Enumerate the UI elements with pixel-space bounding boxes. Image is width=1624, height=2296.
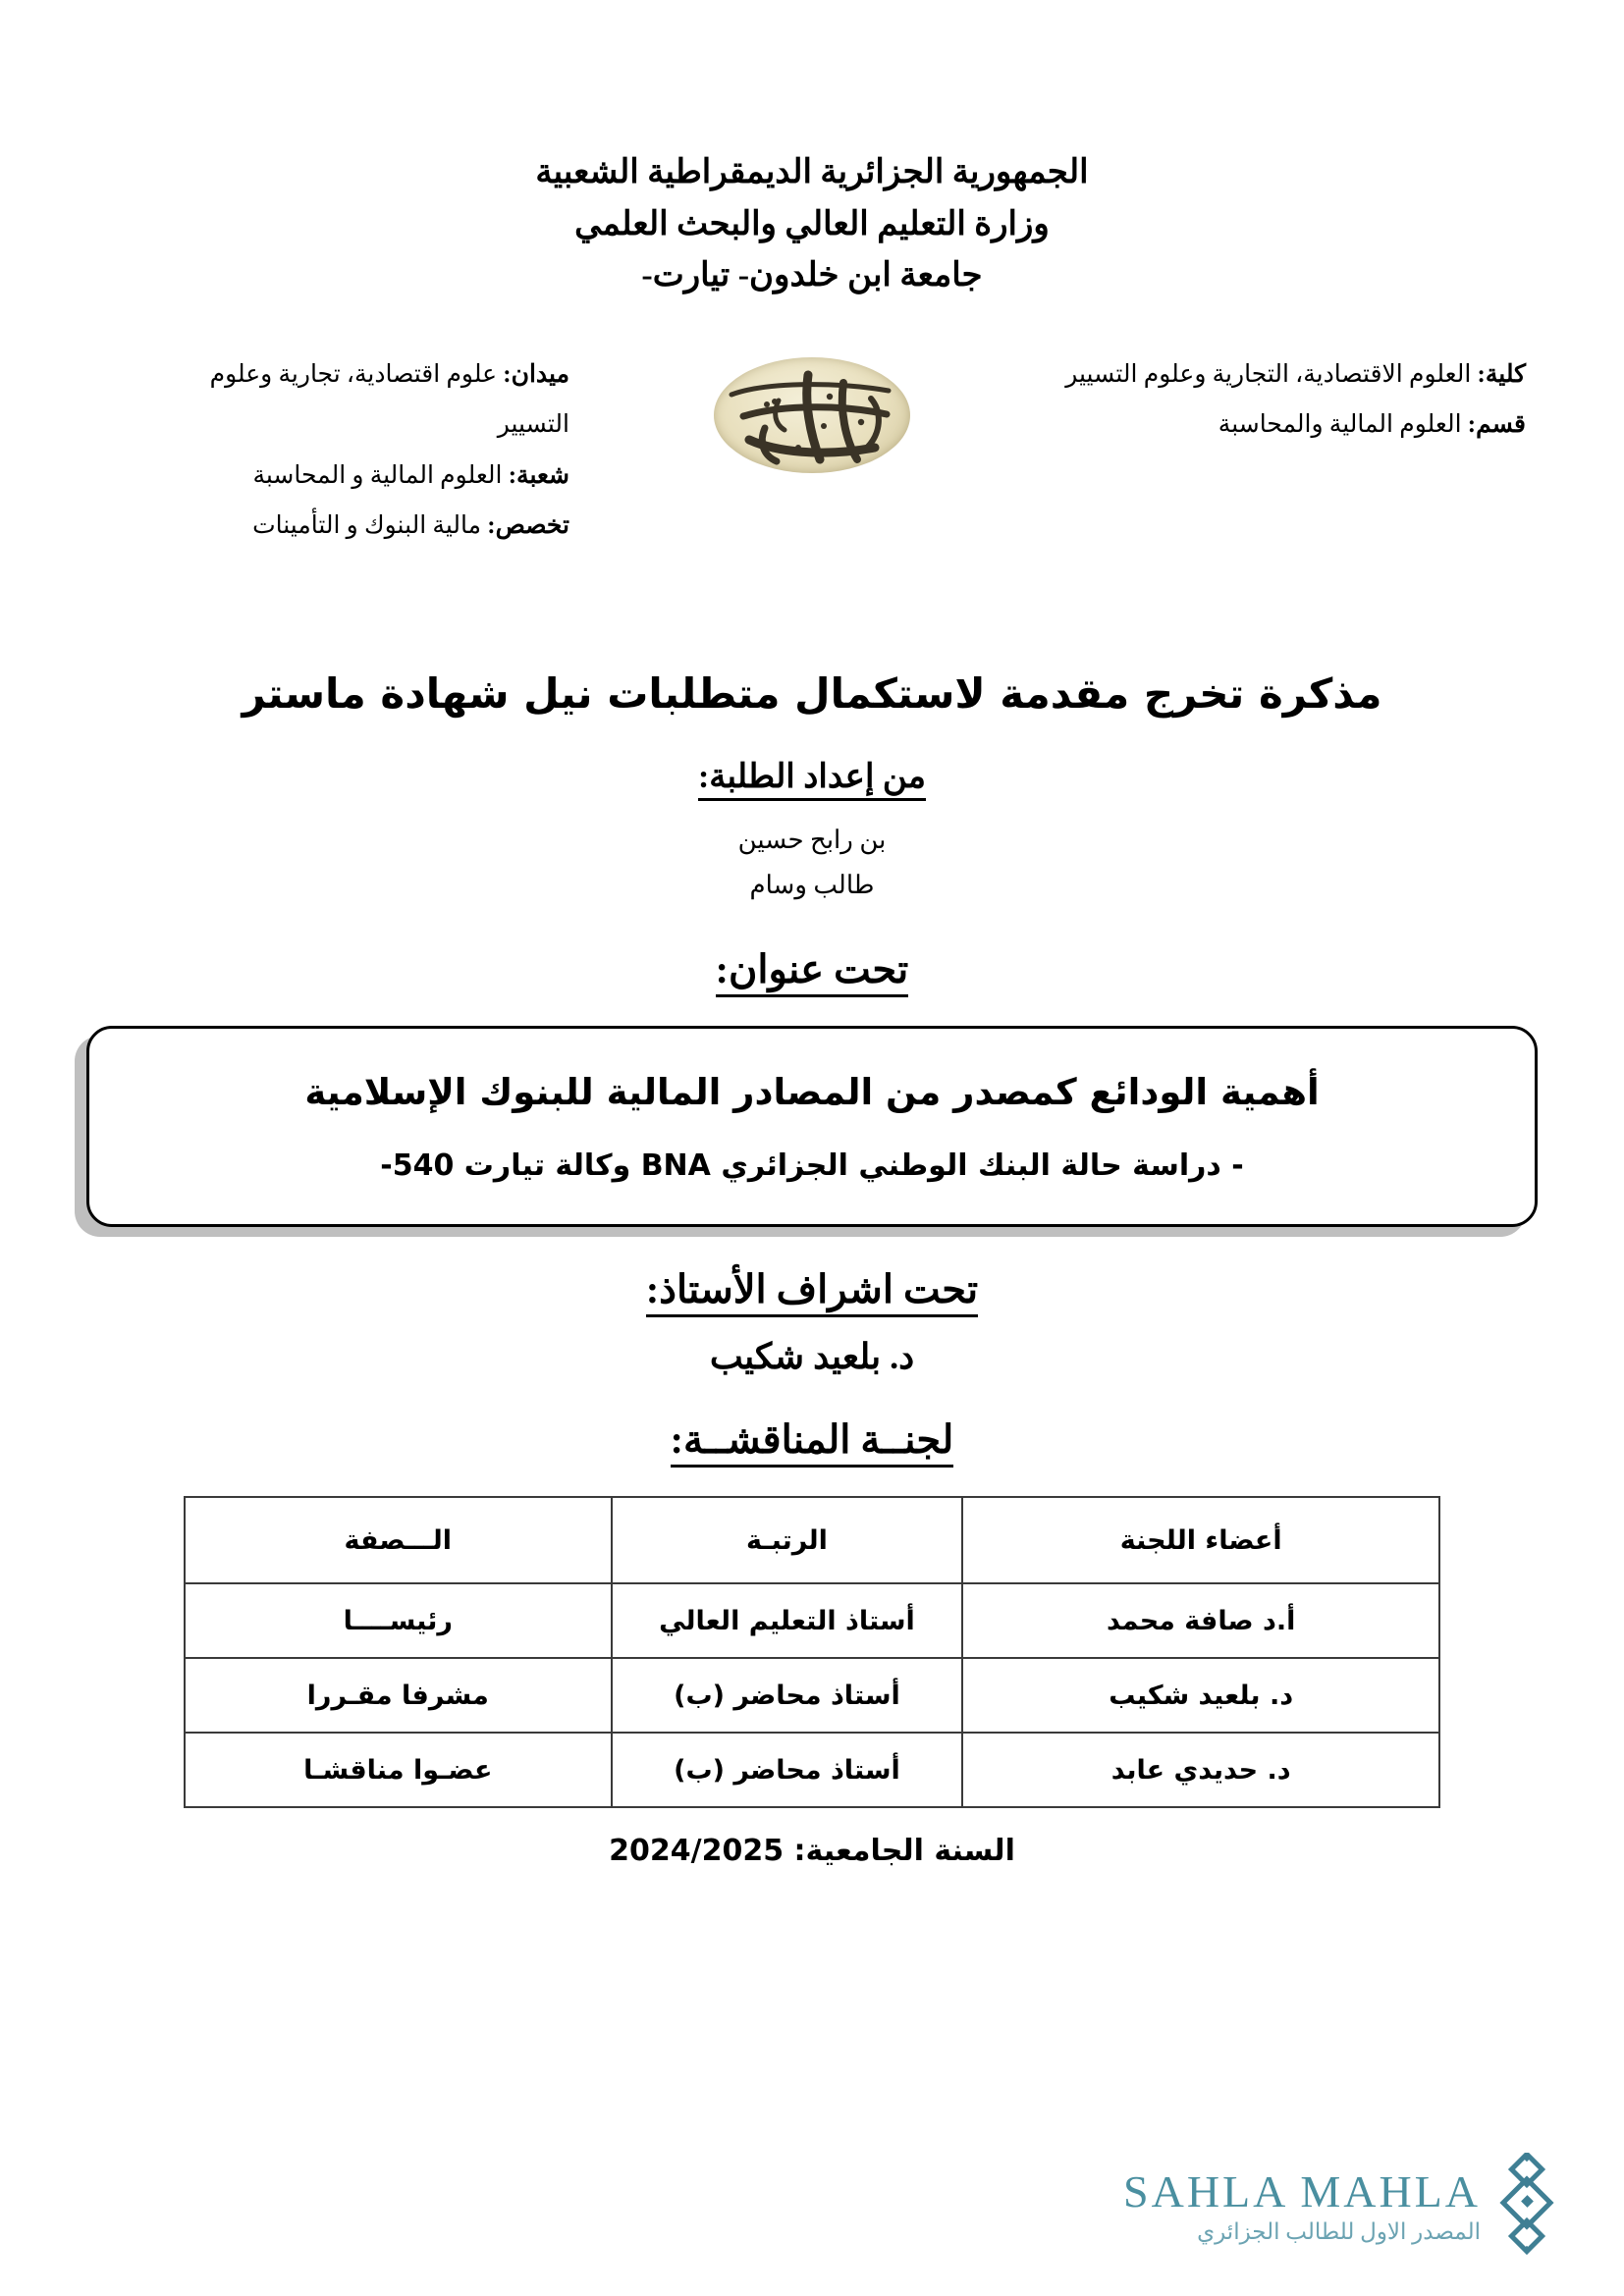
header-line-university: جامعة ابن خلدون- تيارت- (641, 257, 983, 294)
committee-heading-text: لجنــة المناقشــة: (671, 1417, 954, 1468)
column-header-member: أعضاء اللجنة (962, 1497, 1439, 1583)
faculty-value: العلوم الاقتصادية، التجارية وعلوم التسيير (1065, 361, 1478, 389)
branch-label: شعبة: (508, 461, 569, 489)
seal-ellipse (714, 357, 910, 473)
cell-rank: أستاذ محاضر (ب) (612, 1658, 963, 1733)
faculty-label: كلية: (1477, 361, 1526, 389)
committee-table (184, 1496, 1440, 1808)
supervisor-heading-text: تحت اشراف الأستاذ: (646, 1267, 978, 1317)
students-names (0, 818, 1624, 907)
seal-calligraphy-icon (714, 357, 910, 473)
branch-row (147, 451, 569, 501)
department-label: قسم: (1467, 411, 1526, 439)
header-line-republic: الجمهورية الجزائرية الديمقراطية الشعبية (535, 154, 1089, 190)
title-heading-text: تحت عنوان: (716, 947, 909, 997)
thesis-title-box (86, 1026, 1538, 1227)
speciality-label: تخصص: (487, 511, 569, 539)
faculty-info-right (976, 349, 1526, 451)
cell-member: د. بلعيد شكيب (962, 1658, 1439, 1733)
students-heading-text: من إعداد الطلبة: (698, 759, 926, 801)
student-name: بن رابح حسين (737, 826, 887, 855)
speciality-row (147, 501, 569, 551)
committee-heading (0, 1416, 1624, 1463)
domain-value: علوم اقتصادية، تجارية وعلوم التسيير (209, 361, 569, 439)
watermark-text (1123, 2165, 1481, 2244)
department-row (976, 400, 1526, 450)
table-row (185, 1658, 1439, 1733)
student-name: طالب وسام (749, 870, 875, 899)
domain-label: ميدان: (503, 361, 569, 389)
cell-role: مشرفا مقـررا (185, 1658, 612, 1733)
academic-year: السنة الجامعية: 2024/2025 (609, 1834, 1015, 1869)
cell-rank: أستاذ محاضر (ب) (612, 1733, 963, 1807)
speciality-value: مالية البنوك و التأمينات (252, 511, 488, 539)
thesis-sub-title: - دراسة حالة البنك الوطني الجزائري BNA وكالة تيارت 540- (380, 1148, 1244, 1183)
cell-member: أ.د صافة محمد (962, 1583, 1439, 1658)
column-header-role: الـــصفة (185, 1497, 612, 1583)
cell-rank: أستاذ التعليم العالي (612, 1583, 963, 1658)
watermark-title: SAHLA MAHLA (1123, 2165, 1481, 2216)
branch-value: العلوم المالية و المحاسبة (252, 461, 509, 489)
supervisor-heading (0, 1266, 1624, 1312)
table-header-row (185, 1497, 1439, 1583)
header-line-ministry: وزارة التعليم العالي والبحث العلمي (574, 205, 1050, 242)
table-row (185, 1583, 1439, 1658)
title-heading (0, 946, 1624, 992)
domain-row (147, 349, 569, 451)
thesis-main-title: أهمية الودائع كمصدر من المصادر المالية للبنوك الإسلامية (304, 1070, 1320, 1113)
diamond-motif-icon (1492, 2153, 1563, 2259)
watermark-subtitle: المصدر الاول للطالب الجزائري (1197, 2218, 1481, 2244)
university-seal-logo (714, 357, 910, 475)
watermark (1123, 2153, 1563, 2259)
info-band (0, 349, 1624, 605)
cell-member: د. حديدي عابد (962, 1733, 1439, 1807)
department-value: العلوم المالية والمحاسبة (1218, 411, 1468, 439)
students-heading (0, 757, 1624, 796)
national-header (0, 147, 1624, 302)
field-info-left (147, 349, 569, 551)
table-row (185, 1733, 1439, 1807)
column-header-rank: الرتبـة (612, 1497, 963, 1583)
thesis-statement: مذكرة تخرج مقدمة لاستكمال متطلبات نيل شهادة ماستر (242, 669, 1382, 719)
supervisor-name: د. بلعيد شكيب (709, 1337, 915, 1377)
faculty-row (976, 349, 1526, 400)
title-box-frame (86, 1026, 1538, 1227)
cell-role: عضـوا مناقشـا (185, 1733, 612, 1807)
cell-role: رئيســــا (185, 1583, 612, 1658)
